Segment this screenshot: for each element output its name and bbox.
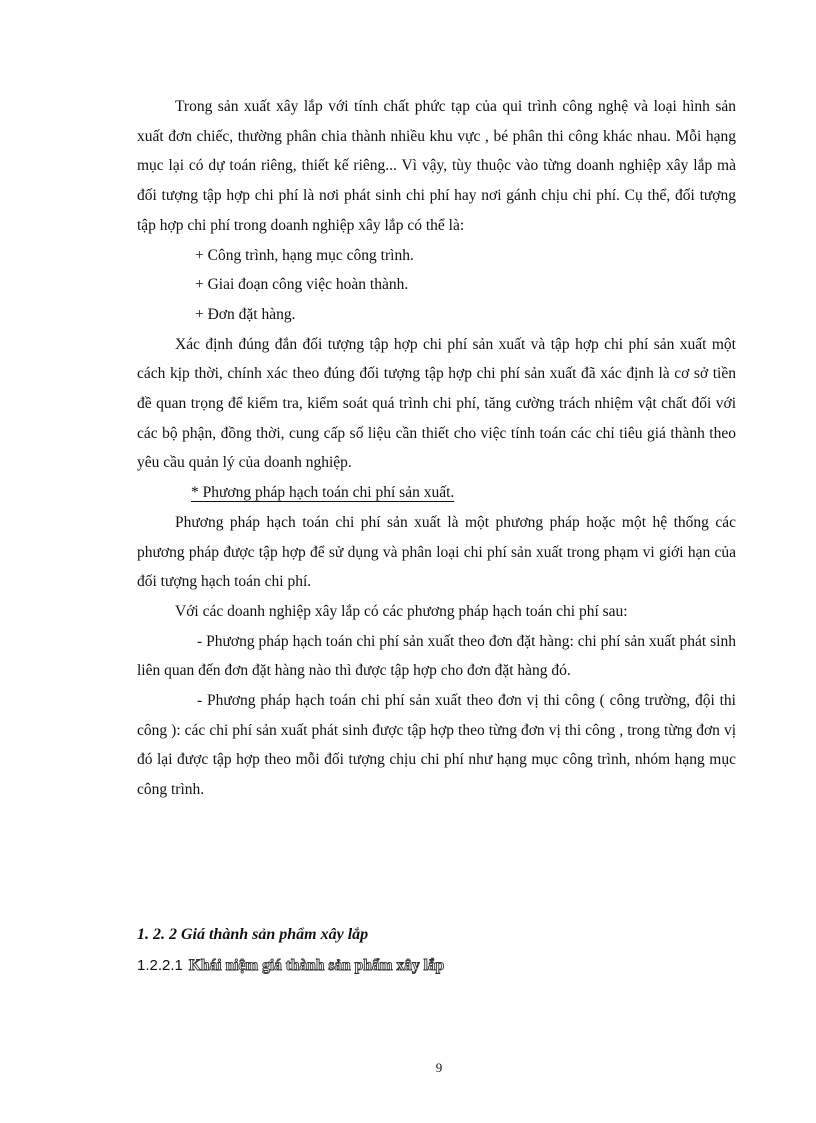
body-text	[137, 92, 736, 805]
subsection-number: 1.2.2.1	[137, 957, 183, 974]
subsection-title: Khái niệm giá thành sản phẩm xây lắp	[188, 957, 445, 974]
method-heading-text: * Phương pháp hạch toán chi phí sản xuất.	[191, 484, 455, 502]
method-item-unit: - Phương pháp hạch toán chi phí sản xuất theo đơn vị thi công ( công trường, đội thi công ): các chi phí sản xuất phát sinh được tập hợp theo từng đơn vị thi công , trong từng đơn vị đó lại được tập hợp theo mỗi đối tượng chịu chi phí như hạng mục công trình, nhóm hạng mục công trình.	[137, 692, 736, 799]
method-definition-paragraph: Phương pháp hạch toán chi phí sản xuất là một phương pháp hoặc một hệ thống các phương pháp được tập hợp để sử dụng và phân loại chi phí sản xuất trong phạm vi giới hạn của đối tượng hạch toán chi phí.	[137, 513, 736, 591]
page-number: 9	[435, 1060, 443, 1075]
intro-paragraph: Trong sản xuất xây lắp với tính chất phức tạp của qui trình công nghệ và loại hình sản xuất đơn chiếc, thường phân chia thành nhiều khu vực , bé phân thi công khác nhau. Mỗi hạng mục lại có dự toán riêng, thiết kế riêng... Vì vậy, tùy thuộc vào từng doanh nghiệp xây lắp mà đối tượng tập hợp chi phí là nơi phát sinh chi phí hay nơi gánh chịu chi phí. Cụ thể, đối tượng tập hợp chi phí trong doanh nghiệp xây lắp có thể là:	[137, 98, 736, 234]
method-heading	[137, 478, 736, 508]
determination-paragraph: Xác định đúng đắn đối tượng tập hợp chi phí sản xuất và tập hợp chi phí sản xuất một cách kịp thời, chính xác theo đúng đối tượng tập hợp chi phí sản xuất đã xác định là cơ sở tiền đề quan trọng để kiểm tra, kiểm soát quá trình chi phí, tăng cường trách nhiệm vật chất đối với các bộ phận, đồng thời, cung cấp số liệu cần thiết cho việc tính toán các chỉ tiêu giá thành theo yêu cầu quản lý của doanh nghiệp.	[137, 335, 736, 472]
section-heading: 1. 2. 2 Giá thành sản phẩm xây lắp	[137, 926, 369, 943]
bullet-item: + Giai đoạn công việc hoàn thành.	[195, 276, 409, 294]
bullet-item: + Công trình, hạng mục công trình.	[195, 246, 414, 264]
subsection-heading	[137, 957, 444, 975]
method-item-order: - Phương pháp hạch toán chi phí sản xuất theo đơn đặt hàng: chi phí sản xuất phát sinh liên quan đến đơn đặt hàng nào thì được tập hợp cho đơn đặt hàng đó.	[137, 632, 736, 680]
bullet-item: + Đơn đặt hàng.	[195, 305, 296, 323]
methods-intro-paragraph: Với các doanh nghiệp xây lắp có các phương pháp hạch toán chi phí sau:	[175, 602, 628, 620]
